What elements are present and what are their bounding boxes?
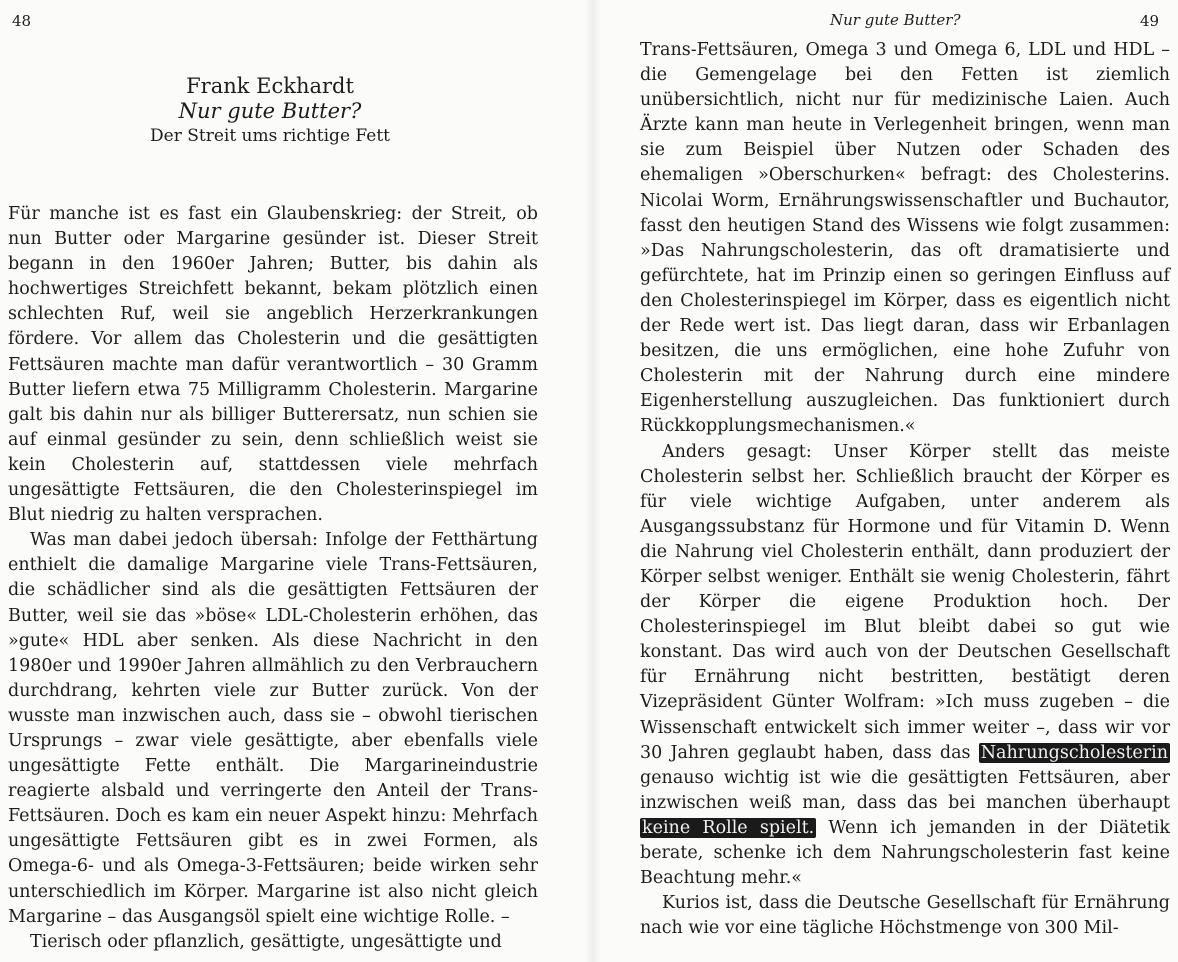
highlight-nahrungscholesterin: Nahrungscholesterin — [980, 742, 1168, 763]
book-gutter — [585, 0, 601, 962]
paragraph-2-text-a: Anders gesagt: Unser Körper stellt das meiste Cholesterin selbst her. Schließlich braucht der Körper es für viele wichtige Aufgaben, unter anderem als Ausgangssubstanz für Hormone und für Vitamin D. Wenn die Nahrung viel Cholesterin enthält, dann produziert der Körper selbst weniger. Enthält sie wenig Cholesterin, fährt der Körper die eigene Produktion hoch. Der Cholesterinspiegel im Blut bleibt dabei so gut wie konstant. Das wird auch von der Deutschen Gesellschaft für Ernährung nicht bestritten, bestätigt deren Vizepräsident Günter Wolfram: »Ich muss zugeben – die Wissenschaft entwickelt sich immer weiter –, dass wir vor 30 Jahren geglaubt haben, dass das — [640, 441, 1170, 763]
chapter-title: Nur gute Butter? — [178, 99, 362, 123]
left-text-column — [8, 202, 538, 955]
right-text-column — [640, 38, 1170, 941]
right-paragraph-2 — [640, 440, 1170, 892]
right-page-number: 49 — [1140, 12, 1160, 30]
chapter-title-block — [0, 74, 540, 149]
right-paragraph-1: Trans-Fettsäuren, Omega 3 und Omega 6, LDL und HDL – die Gemengelage bei den Fetten ist ziemlich unübersichtlich, nicht nur für medizinische Laien. Auch Ärzte kann man heute in Verlegenheit bringen, wenn man sie zum Beispiel über Nutzen oder Schaden des ehemaligen »Oberschurken« befragt: des Cholesterins. Nicolai Worm, Ernährungswissenschaftler und Buchautor, fasst den heutigen Stand des Wissens wie folgt zusammen: »Das Nahrungscholesterin, das oft dramatisierte und gefürchtete, hat im Prinzip einen so geringen Einfluss auf den Cholesterinspiegel im Körper, dass es eigentlich nicht der Rede wert ist. Das liegt daran, dass wir Erbanlagen besitzen, die uns ermöglichen, eine hohe Zufuhr von Cholesterin mit der Nahrung durch eine mindere Eigenherstellung auszugleichen. Das funktioniert durch Rückkopplungsmechanismen.« — [640, 40, 1170, 437]
left-paragraph-3: Tierisch oder pflanzlich, gesättigte, ungesättigte und — [30, 931, 502, 952]
chapter-subtitle: Der Streit ums richtige Fett — [150, 126, 390, 146]
running-head: Nur gute Butter? — [830, 11, 961, 29]
left-paragraph-2: Was man dabei jedoch übersah: Infolge der Fetthärtung enthielt die damalige Margarine viele Trans-Fettsäuren, die schädlicher sind als die gesättigten Fettsäuren der Butter, weil sie das »böse« LDL-Cholesterin erhöhen, das »gute« HDL aber senken. Als diese Nachricht in den 1980er und 1990er Jahren allmählich zu den Verbrauchern durchdrang, kehrten viele zur Butter zurück. Von der wusste man inzwischen auch, dass sie – obwohl tierischen Ursprungs – zwar viele gesättigte, aber ebenfalls viele ungesättigte Fette enthält. Die Margarineindustrie reagierte alsbald und verringerte den Anteil der Trans-Fettsäuren. Doch es kam ein neuer Aspekt hinzu: Mehrfach ungesättigte Fettsäuren gibt es in zwei Formen, als Omega-6- und als Omega-3-Fettsäuren; beide wirken sehr unterschiedlich im Körper. Margarine ist also nicht gleich Margarine – das Ausgangsöl spielt eine wichtige Rolle. – — [8, 530, 538, 927]
paragraph-2-text-b: genauso wichtig ist wie die gesättigten Fettsäuren, aber inzwischen weiß man, dass das bei manchen überhaupt — [640, 767, 1170, 813]
left-page-number: 48 — [12, 12, 32, 30]
left-paragraph-1: Für manche ist es fast ein Glaubenskrieg: der Streit, ob nun Butter oder Margarine gesünder ist. Dieser Streit begann in den 1960er Jahren; Butter, bis dahin als hochwertiges Streichfett bekannt, bekam plötzlich einen schlechten Ruf, weil sie angeblich Herzerkrankungen fördere. Vor allem das Cholesterin und die gesättigten Fettsäuren machte man dafür verantwortlich – 30 Gramm Butter liefern etwa 75 Milligramm Cholesterin. Margarine galt bis dahin nur als billiger Butterersatz, nun schien sie auf einmal gesünder zu sein, denn schließlich weist sie kein Cholesterin auf, stattdessen viele mehrfach ungesättigte Fettsäuren, die den Cholesterinspiegel im Blut niedrig zu halten versprachen. — [8, 204, 538, 526]
paragraph-2-text-c: Wenn ich jemanden in der Diätetik berate, schenke ich dem Nahrungscholesterin fast keine Beachtung mehr.« — [640, 817, 1170, 889]
chapter-author: Frank Eckhardt — [186, 74, 354, 98]
highlight-keine-rolle-spielt: keine Rolle spielt. — [642, 817, 815, 838]
right-paragraph-3: Kurios ist, dass die Deutsche Gesellschaft für Ernährung nach wie vor eine tägliche Höchstmenge von 300 Mil- — [640, 893, 1170, 939]
